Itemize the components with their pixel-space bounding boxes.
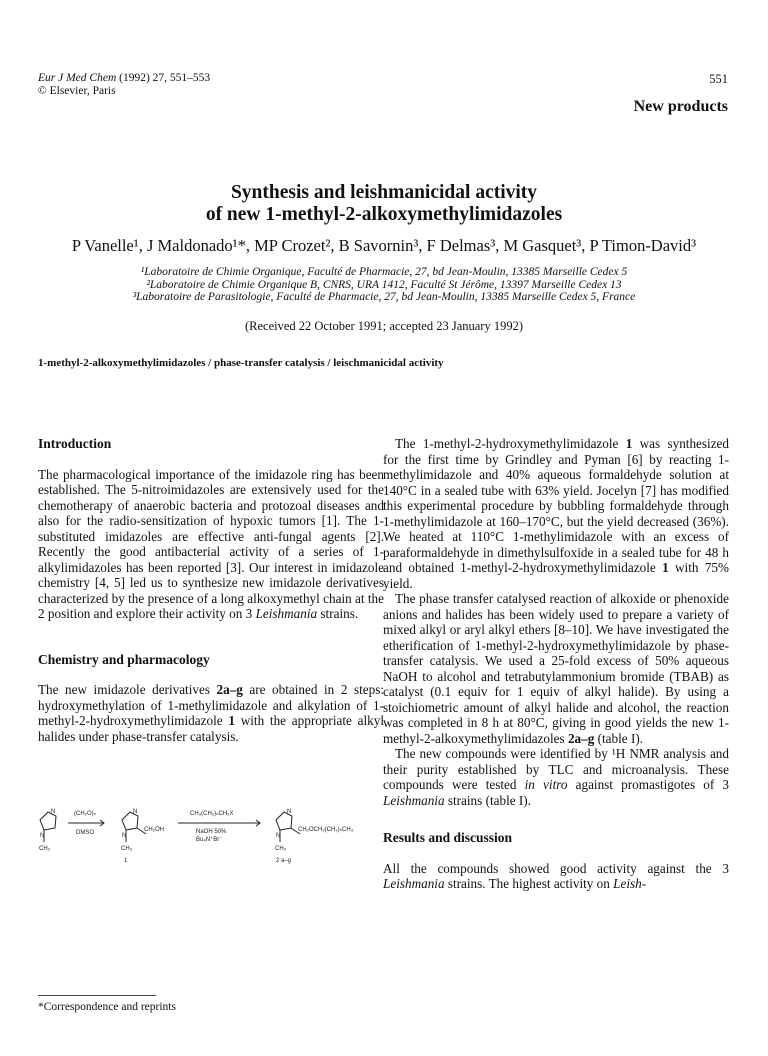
journal-citation — [38, 72, 210, 98]
paragraph-synthesis — [383, 436, 729, 591]
reagent-alkyl-halide: CH₃(CH₂)ₙCH₂X — [190, 811, 234, 817]
leishmania-term-3: Leishmania — [383, 876, 445, 891]
reagent-paraformaldehyde: (CH₂O)ₙ — [74, 811, 97, 817]
introduction-end: strains. — [317, 606, 359, 621]
leishmania-term-4: Leish- — [613, 876, 647, 891]
chemistry-text-2: are obtained in 2 steps: hydroxymethylation of 1-methylimidazole and alkylation of 1-methyl-2-hydroxymethylimidazole — [38, 682, 384, 728]
reagent-tbab: Bu₄N⁺Br⁻ — [196, 837, 223, 843]
received-dates: (Received 22 October 1991; accepted 23 January 1992) — [244, 319, 524, 333]
affiliation-3: ³Laboratoire de Parasitologie, Faculté de Pharmacie, 27, bd Jean-Moulin, 13385 Marseille Cedex 5, France — [132, 291, 636, 303]
results-text-2: strains. The highest activity on — [444, 876, 614, 891]
reagent-dmso: DMSO — [76, 830, 94, 836]
affiliations — [0, 266, 768, 304]
methyl-label-3: CH₃ — [275, 846, 287, 852]
n-label-4: N — [122, 833, 127, 839]
keywords: 1-methyl-2-alkoxymethylimidazoles / phase-transfer catalysis / leischmanicidal activity — [38, 357, 444, 369]
right-column — [383, 436, 729, 892]
title-line-1: Synthesis and leishmanicidal activity — [230, 182, 538, 203]
results-text-1: All the compounds showed good activity against the 3 — [383, 860, 729, 876]
compound-1-ref-2: 1 — [662, 560, 669, 575]
introduction-text: The pharmacological importance of the imidazole ring has been established. The 5-nitroimidazoles are extensively used for the chemotherapy of anaerobic bacteria and protozoal diseases and also for the radio-sensitization of hypoxic tumors [1]. The 1-substituted imidazoles are effective anti-fungal agents [2]. Recently the good antibacterial activity of a series of 1-alkylimidazoles has been reported [3]. Our interest in imidazole chemistry [4, 5] led us to synthesize new imidazole derivatives characterized by the presence of a long alkoxymethyl chain at the 2 position and explore their activity on 3 — [38, 466, 384, 621]
substituent-alkoxymethyl: CH₂OCH₂(CH₂)ₙCH₃ — [298, 827, 354, 833]
substituent-ch2oh: CH₂OH — [144, 827, 164, 833]
synthesis-text-2: was synthesized for the first time by Grindley and Pyman [6] by reacting 1-methylimidazole and 40% aqueous formaldehyde solution at 140°C in a sealed tube with 63% yield. Jocelyn [7] has modified this experimental procedure by bubbling formaldehyde through 1-methylimidazole at 160–170°C, but the yield decreased (36%). We heated at 110°C 1-methylimidazole with an excess of paraformaldehyde in dimethylsulfoxide in a sealed tube for 48 h and obtained 1-methyl-2-hydroxymethylimidazole — [383, 436, 729, 575]
identification-text-1: The new compounds were identified by ¹H NMR analysis and their purity established by TLC and microanalysis. These compounds were tested — [383, 746, 729, 792]
synthesis-text-3: with 75% yield. — [383, 560, 729, 591]
reaction-scheme — [30, 780, 375, 870]
n-label-5: N — [287, 809, 292, 815]
n-label-6: N — [276, 833, 281, 839]
compound-label-2: 2 a–g — [276, 858, 292, 864]
reagent-naoh: NaOH 50% — [196, 829, 227, 835]
identification-text-2: against promastigotes of 3 — [567, 777, 729, 792]
n-label-3: N — [133, 809, 138, 815]
in-vitro-term: in vitro — [524, 777, 568, 792]
n-label-1: N — [51, 809, 56, 815]
affiliation-1: ¹Laboratoire de Chimie Organique, Faculté de Pharmacie, 27, bd Jean-Moulin, 13385 Marseille Cedex 5 — [140, 266, 628, 278]
methyl-label-1: CH₃ — [39, 846, 51, 852]
phase-transfer-text-2: (table I). — [594, 730, 644, 746]
journal-name: Eur J Med Chem — [38, 72, 117, 84]
left-column — [38, 436, 384, 744]
leishmania-term-2: Leishmania — [383, 792, 445, 808]
chemistry-paragraph — [38, 682, 384, 744]
chemistry-text-1: The new imidazole derivatives — [38, 682, 217, 697]
chemistry-text-3: with the appropriate alkyl halides under phase-transfer catalysis. — [38, 713, 384, 744]
journal-volume: (1992) 27, 551–553 — [116, 72, 211, 84]
title-line-2: of new 1-methyl-2-alkoxymethylimidazoles — [205, 204, 563, 225]
compound-1-ref: 1 — [625, 436, 633, 451]
chemistry-heading: Chemistry and pharmacology — [38, 651, 210, 667]
footnote: *Correspondence and reprints — [38, 1001, 176, 1013]
page-number: 551 — [709, 72, 728, 86]
methyl-label-2: CH₃ — [121, 846, 133, 852]
footnote-rule — [38, 995, 156, 996]
affiliation-2: ²Laboratoire de Chimie Organique B, CNRS, URA 1412, Faculté St Jérôme, 13397 Marseille Cedex 13 — [146, 278, 622, 291]
paragraph-results — [383, 861, 729, 892]
identification-text-3: strains (table I). — [444, 792, 531, 808]
leishmania-term: Leishmania — [255, 606, 318, 621]
article-title — [0, 182, 768, 226]
section-label: New products — [633, 98, 728, 115]
compound-label-1: 1 — [124, 858, 128, 864]
n-label-2: N — [40, 833, 45, 839]
phase-transfer-text-1: The phase transfer catalysed reaction of alkoxide or phenoxide anions and halides has been widely used to prepare a variety of mixed alkyl or aryl alkyl ethers [8–10]. We have investigated the etherification of 1-methyl-2-hydroxymethylimidazole by phase-transfer catalysis. We used a 25-fold excess of 50% aqueous NaOH to alcohol and tetrabutylammonium bromide (TBAB) as catalyst (0.1 equiv for 1 equiv of alkyl halide). By using a stoichiometric amount of alkyl halide and alcohol, the reaction was completed in 8 h at 80°C, giving in good yields the new 1-methyl-2-alkoxymethylimidazoles — [383, 591, 729, 746]
introduction-heading: Introduction — [38, 436, 112, 451]
compound-2ag: 2a–g — [216, 682, 243, 697]
introduction-paragraph — [38, 467, 384, 622]
paragraph-identification — [383, 746, 729, 808]
synthesis-text-1: The 1-methyl-2-hydroxymethylimidazole — [395, 436, 626, 451]
author-list: P Vanelle¹, J Maldonado¹*, MP Crozet², B Savornin³, F Delmas³, M Gasquet³, P Timon-David³ — [71, 236, 697, 255]
compound-2ag-ref: 2a–g — [567, 730, 595, 746]
paragraph-phase-transfer — [383, 591, 729, 746]
results-heading: Results and discussion — [383, 830, 513, 845]
compound-1: 1 — [228, 713, 235, 728]
publisher: © Elsevier, Paris — [38, 85, 116, 97]
